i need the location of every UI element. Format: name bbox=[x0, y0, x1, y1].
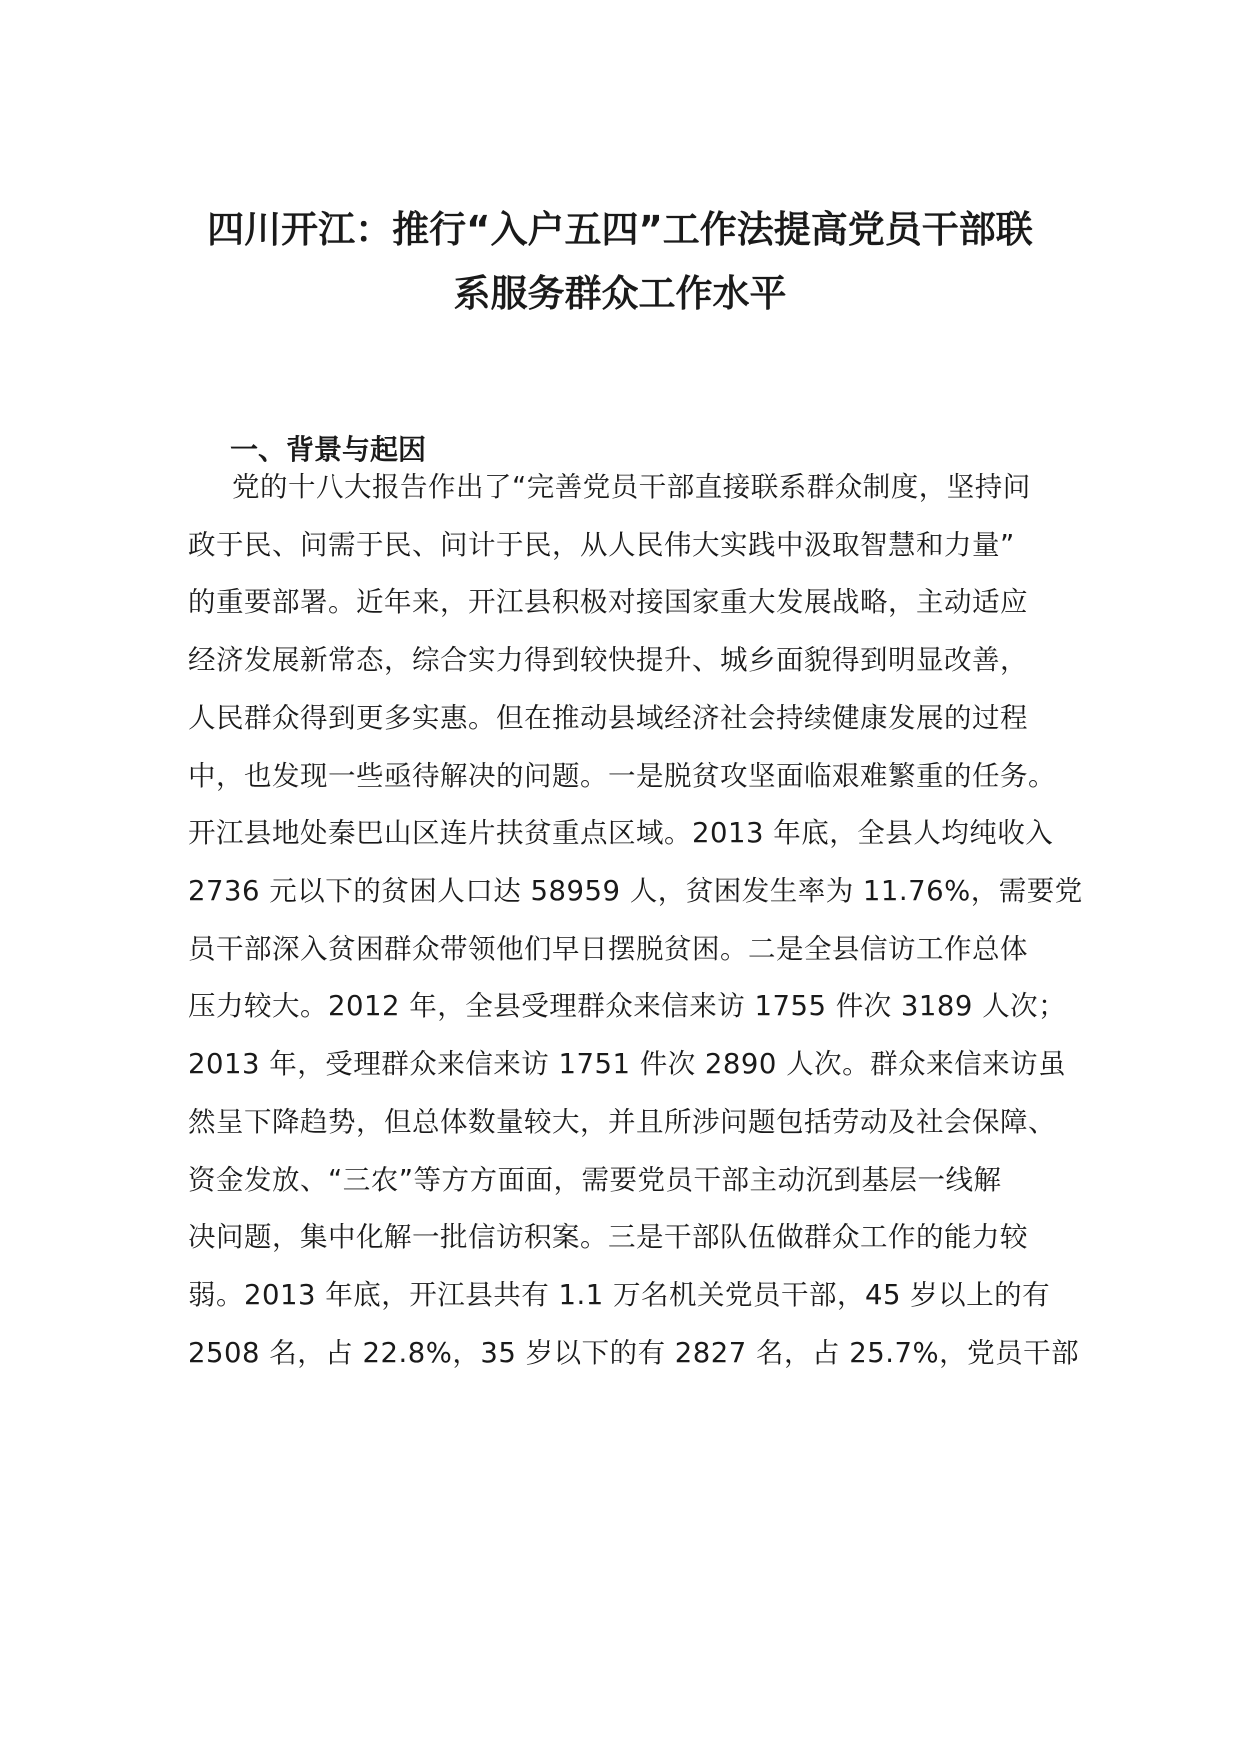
paragraph-line: 政于民、问需于民、问计于民，从人民伟大实践中汲取智慧和力量” bbox=[188, 529, 1015, 561]
paragraph-line: 员干部深入贫困群众带领他们早日摆脱贫困。二是全县信访工作总体 bbox=[188, 933, 1028, 965]
paragraph-line: 人民群众得到更多实惠。但在推动县域经济社会持续健康发展的过程 bbox=[188, 702, 1028, 734]
paragraph-line: 弱。2013 年底，开江县共有 1.1 万名机关党员干部，45 岁以上的有 bbox=[188, 1279, 1051, 1311]
paragraph-line: 然呈下降趋势，但总体数量较大，并且所涉问题包括劳动及社会保障、 bbox=[188, 1106, 1056, 1138]
paragraph-line: 资金发放、“三农”等方方面面，需要党员干部主动沉到基层一线解 bbox=[188, 1164, 1002, 1196]
paragraph-line: 2013 年，受理群众来信来访 1751 件次 2890 人次。群众来信来访虽 bbox=[188, 1048, 1067, 1080]
paragraph-line: 2508 名，占 22.8%，35 岁以下的有 2827 名，占 25.7%，党员干部 bbox=[188, 1337, 1080, 1369]
paragraph-line: 的重要部署。近年来，开江县积极对接国家重大发展战略，主动适应 bbox=[188, 586, 1028, 618]
paragraph-line: 压力较大。2012 年，全县受理群众来信来访 1755 件次 3189 人次； bbox=[188, 990, 1067, 1022]
paragraph-line: 经济发展新常态，综合实力得到较快提升、城乡面貌得到明显改善， bbox=[188, 644, 1028, 676]
document-title-line-1: 四川开江：推行“入户五四”工作法提高党员干部联 bbox=[207, 208, 1033, 251]
paragraph-line: 2736 元以下的贫困人口达 58959 人，贫困发生率为 11.76%，需要党 bbox=[188, 875, 1083, 907]
paragraph-line: 中，也发现一些亟待解决的问题。一是脱贫攻坚面临艰难繁重的任务。 bbox=[188, 760, 1056, 792]
section-heading: 一、背景与起因 bbox=[230, 433, 427, 466]
paragraph-line: 决问题，集中化解一批信访积案。三是干部队伍做群众工作的能力较 bbox=[188, 1221, 1028, 1253]
paragraph-line: 开江县地处秦巴山区连片扶贫重点区域。2013 年底，全县人均纯收入 bbox=[188, 817, 1054, 849]
paragraph-line: 党的十八大报告作出了“完善党员干部直接联系群众制度，坚持问 bbox=[232, 471, 1031, 503]
document-title-line-2: 系服务群众工作水平 bbox=[453, 272, 787, 315]
